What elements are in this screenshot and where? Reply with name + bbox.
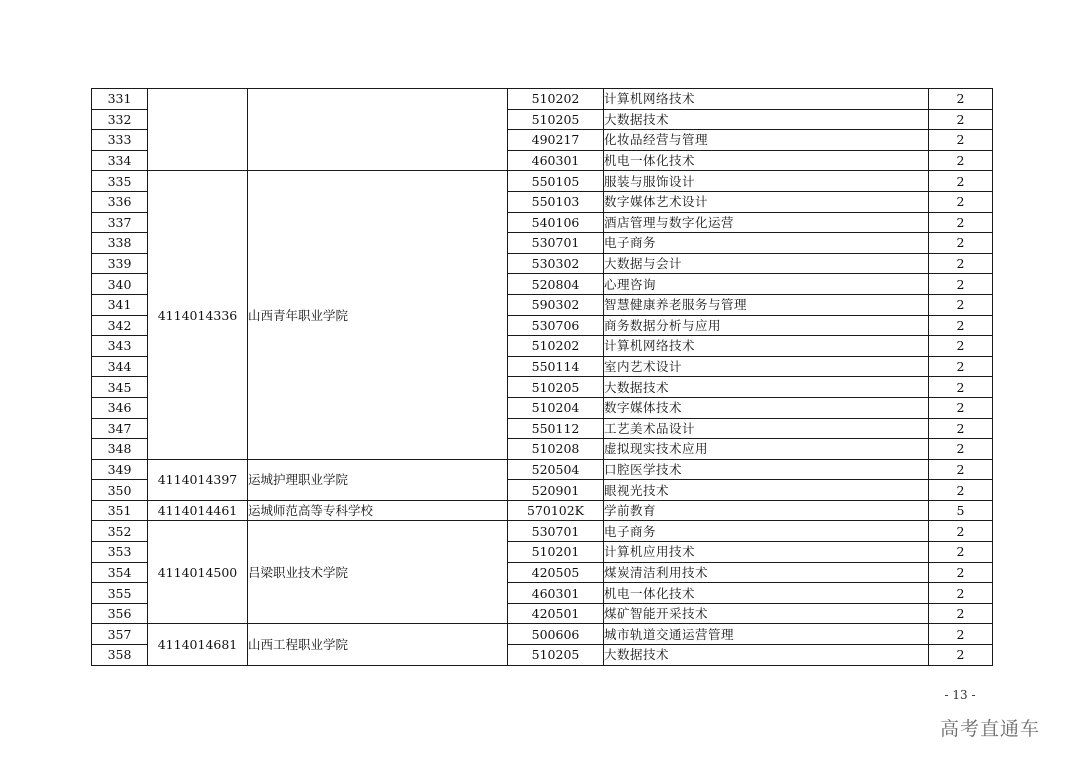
school-code-cell	[148, 89, 248, 171]
seq-cell: 348	[92, 439, 148, 460]
major-name-cell: 数字媒体技术	[604, 397, 929, 418]
major-code-cell: 550103	[508, 191, 604, 212]
major-name-cell: 眼视光技术	[604, 480, 929, 501]
plan-count-cell: 2	[929, 603, 993, 624]
major-name-cell: 电子商务	[604, 521, 929, 542]
major-name-cell: 煤矿智能开采技术	[604, 603, 929, 624]
seq-cell: 345	[92, 377, 148, 398]
school-name-cell: 运城护理职业学院	[248, 459, 508, 500]
major-code-cell: 530701	[508, 233, 604, 254]
table-row	[92, 459, 993, 480]
seq-cell: 347	[92, 418, 148, 439]
major-code-cell: 510208	[508, 439, 604, 460]
major-name-cell: 计算机网络技术	[604, 89, 929, 110]
plan-count-cell: 2	[929, 233, 993, 254]
table-row	[92, 521, 993, 542]
plan-count-cell: 2	[929, 418, 993, 439]
plan-count-cell: 2	[929, 212, 993, 233]
seq-cell: 353	[92, 542, 148, 563]
seq-cell: 358	[92, 645, 148, 666]
plan-count-cell: 5	[929, 500, 993, 521]
seq-cell: 338	[92, 233, 148, 254]
seq-cell: 351	[92, 500, 148, 521]
seq-cell: 356	[92, 603, 148, 624]
school-name-cell: 山西工程职业学院	[248, 624, 508, 665]
seq-cell: 340	[92, 274, 148, 295]
major-code-cell: 540106	[508, 212, 604, 233]
plan-count-cell: 2	[929, 171, 993, 192]
seq-cell: 331	[92, 89, 148, 110]
plan-count-cell: 2	[929, 397, 993, 418]
major-name-cell: 计算机应用技术	[604, 542, 929, 563]
major-code-cell: 530701	[508, 521, 604, 542]
major-code-cell: 520901	[508, 480, 604, 501]
seq-cell: 349	[92, 459, 148, 480]
major-code-cell: 520804	[508, 274, 604, 295]
major-code-cell: 510201	[508, 542, 604, 563]
major-code-cell: 420505	[508, 562, 604, 583]
major-code-cell: 550114	[508, 356, 604, 377]
major-code-cell: 510202	[508, 89, 604, 110]
plan-count-cell: 2	[929, 521, 993, 542]
major-name-cell: 大数据技术	[604, 377, 929, 398]
plan-count-cell: 2	[929, 253, 993, 274]
major-code-cell: 590302	[508, 294, 604, 315]
seq-cell: 333	[92, 130, 148, 151]
table-row	[92, 89, 993, 110]
major-code-cell: 510205	[508, 645, 604, 666]
seq-cell: 344	[92, 356, 148, 377]
plan-count-cell: 2	[929, 130, 993, 151]
major-name-cell: 商务数据分析与应用	[604, 315, 929, 336]
plan-count-cell: 2	[929, 624, 993, 645]
major-name-cell: 室内艺术设计	[604, 356, 929, 377]
seq-cell: 346	[92, 397, 148, 418]
plan-count-cell: 2	[929, 315, 993, 336]
major-name-cell: 计算机网络技术	[604, 336, 929, 357]
plan-count-cell: 2	[929, 89, 993, 110]
major-code-cell: 490217	[508, 130, 604, 151]
school-code-cell: 4114014397	[148, 459, 248, 500]
table-row	[92, 500, 993, 521]
major-code-cell: 510205	[508, 377, 604, 398]
seq-cell: 355	[92, 583, 148, 604]
plan-count-cell: 2	[929, 191, 993, 212]
major-code-cell: 460301	[508, 583, 604, 604]
school-code-cell: 4114014500	[148, 521, 248, 624]
seq-cell: 357	[92, 624, 148, 645]
plan-count-cell: 2	[929, 439, 993, 460]
seq-cell: 334	[92, 150, 148, 171]
seq-cell: 352	[92, 521, 148, 542]
major-name-cell: 电子商务	[604, 233, 929, 254]
seq-cell: 342	[92, 315, 148, 336]
major-name-cell: 机电一体化技术	[604, 150, 929, 171]
major-name-cell: 学前教育	[604, 500, 929, 521]
major-name-cell: 大数据与会计	[604, 253, 929, 274]
plan-count-cell: 2	[929, 480, 993, 501]
major-name-cell: 煤炭清洁利用技术	[604, 562, 929, 583]
major-code-cell: 510204	[508, 397, 604, 418]
seq-cell: 335	[92, 171, 148, 192]
major-code-cell: 570102K	[508, 500, 604, 521]
plan-count-cell: 2	[929, 274, 993, 295]
major-name-cell: 数字媒体艺术设计	[604, 191, 929, 212]
major-code-cell: 500606	[508, 624, 604, 645]
plan-count-cell: 2	[929, 583, 993, 604]
major-name-cell: 心理咨询	[604, 274, 929, 295]
major-code-cell: 550112	[508, 418, 604, 439]
table-body	[92, 89, 993, 666]
school-name-cell: 吕梁职业技术学院	[248, 521, 508, 624]
enrollment-table	[91, 88, 993, 666]
major-name-cell: 虚拟现实技术应用	[604, 439, 929, 460]
seq-cell: 341	[92, 294, 148, 315]
major-code-cell: 460301	[508, 150, 604, 171]
major-name-cell: 机电一体化技术	[604, 583, 929, 604]
seq-cell: 337	[92, 212, 148, 233]
page-number: - 13 -	[944, 688, 976, 702]
major-name-cell: 工艺美术品设计	[604, 418, 929, 439]
major-code-cell: 510205	[508, 109, 604, 130]
table-row	[92, 171, 993, 192]
major-name-cell: 酒店管理与数字化运营	[604, 212, 929, 233]
seq-cell: 354	[92, 562, 148, 583]
plan-count-cell: 2	[929, 109, 993, 130]
plan-count-cell: 2	[929, 150, 993, 171]
plan-count-cell: 2	[929, 459, 993, 480]
major-name-cell: 服装与服饰设计	[604, 171, 929, 192]
major-name-cell: 大数据技术	[604, 645, 929, 666]
major-name-cell: 大数据技术	[604, 109, 929, 130]
school-name-cell: 运城师范高等专科学校	[248, 500, 508, 521]
seq-cell: 350	[92, 480, 148, 501]
major-code-cell: 530302	[508, 253, 604, 274]
plan-count-cell: 2	[929, 562, 993, 583]
plan-count-cell: 2	[929, 336, 993, 357]
major-name-cell: 城市轨道交通运营管理	[604, 624, 929, 645]
seq-cell: 339	[92, 253, 148, 274]
school-code-cell: 4114014336	[148, 171, 248, 459]
major-code-cell: 510202	[508, 336, 604, 357]
school-code-cell: 4114014681	[148, 624, 248, 665]
school-code-cell: 4114014461	[148, 500, 248, 521]
school-name-cell: 山西青年职业学院	[248, 171, 508, 459]
plan-count-cell: 2	[929, 294, 993, 315]
major-name-cell: 智慧健康养老服务与管理	[604, 294, 929, 315]
seq-cell: 336	[92, 191, 148, 212]
plan-count-cell: 2	[929, 645, 993, 666]
major-code-cell: 550105	[508, 171, 604, 192]
major-code-cell: 520504	[508, 459, 604, 480]
plan-count-cell: 2	[929, 542, 993, 563]
major-name-cell: 化妆品经营与管理	[604, 130, 929, 151]
seq-cell: 343	[92, 336, 148, 357]
table-row	[92, 624, 993, 645]
major-code-cell: 420501	[508, 603, 604, 624]
plan-count-cell: 2	[929, 377, 993, 398]
major-code-cell: 530706	[508, 315, 604, 336]
major-name-cell: 口腔医学技术	[604, 459, 929, 480]
seq-cell: 332	[92, 109, 148, 130]
school-name-cell	[248, 89, 508, 171]
watermark-text: 高考直通车	[940, 718, 1041, 740]
plan-count-cell: 2	[929, 356, 993, 377]
